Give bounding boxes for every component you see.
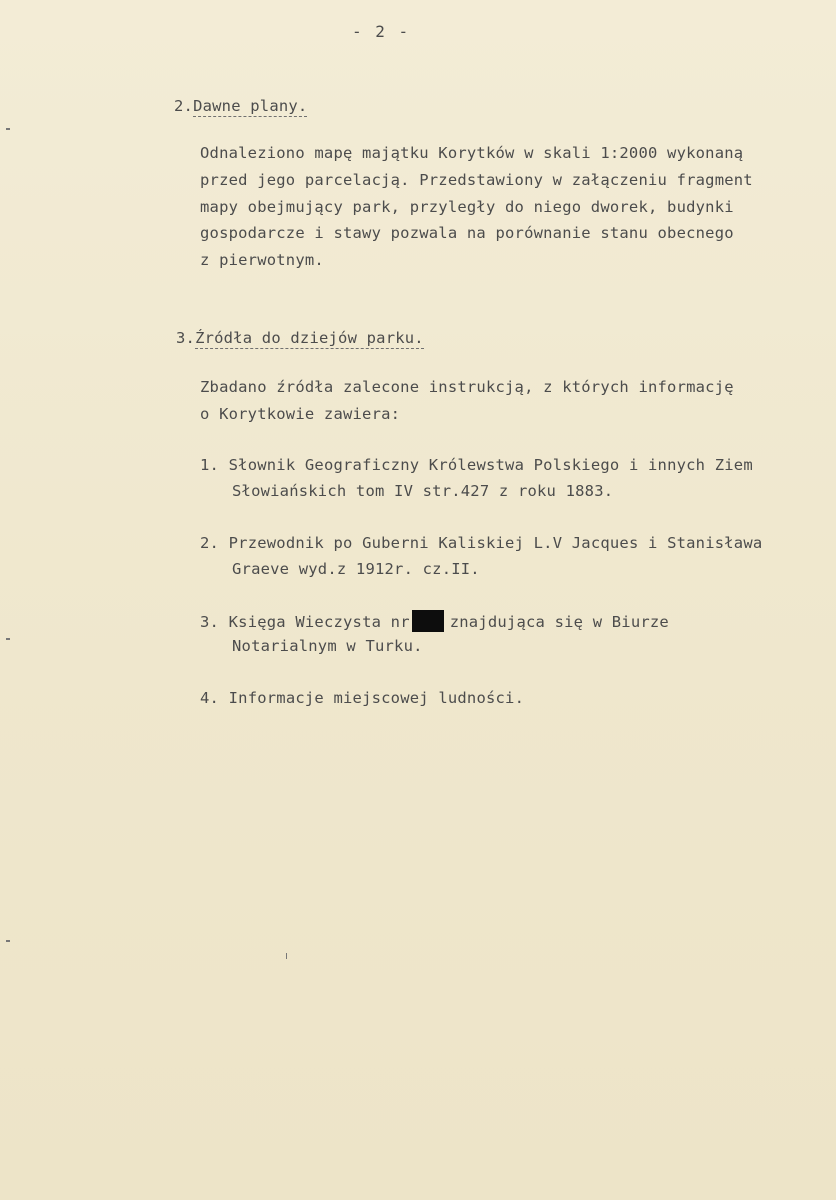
section-2-line-3: mapy obejmujący park, przyległy do niego dworek, budynki [200,198,734,216]
section-2-line-1: Odnaleziono mapę majątku Korytków w skali 1:2000 wykonaną [200,144,744,162]
list-item-3 [200,610,669,632]
list-item-3-line-2: Notarialnym w Turku. [232,637,423,655]
section-2-line-5: z pierwotnym. [200,251,324,269]
list-item-4 [200,688,524,708]
scan-mark [286,953,287,959]
list-item-2 [200,533,762,553]
section-3-number: 3. [176,329,196,347]
redaction-block [412,610,444,632]
section-2-line-4: gospodarcze i stawy pozwala na porównanie stanu obecnego [200,224,734,242]
list-item-2-line-1: Przewodnik po Guberni Kaliskiej L.V Jacques i Stanisława [228,534,763,552]
list-item-3-line-1-before: Księga Wieczysta nr [228,613,410,631]
list-item-1-line-2: Słowiańskich tom IV str.427 z roku 1883. [232,482,614,500]
list-item-3-number: 3. [200,613,220,631]
list-item-4-number: 4. [200,689,220,707]
list-item-1 [200,455,753,475]
section-2-title: Dawne plany. [193,97,308,115]
section-3-intro-2: o Korytkowie zawiera: [200,405,401,423]
list-item-1-line-1: Słownik Geograficzny Królewstwa Polskiego i innych Ziem [228,456,753,474]
scan-mark [6,940,10,942]
list-item-2-line-2: Graeve wyd.z 1912r. cz.II. [232,560,480,578]
section-3-heading [176,328,424,348]
list-item-1-number: 1. [200,456,220,474]
section-2-line-2: przed jego parcelacją. Przedstawiony w załączeniu fragment [200,171,753,189]
list-item-4-line-1: Informacje miejscowej ludności. [228,689,525,707]
scan-mark [6,128,10,130]
section-3-title: Źródła do dziejów parku. [195,329,424,347]
section-2-number: 2. [174,97,194,115]
page-number: - 2 - [352,22,411,41]
list-item-3-line-1-after: znajdująca się w Biurze [449,613,669,631]
section-3-intro-1: Zbadano źródła zalecone instrukcją, z których informację [200,378,734,396]
scan-mark [6,638,10,640]
list-item-2-number: 2. [200,534,220,552]
section-2-heading [174,96,307,116]
